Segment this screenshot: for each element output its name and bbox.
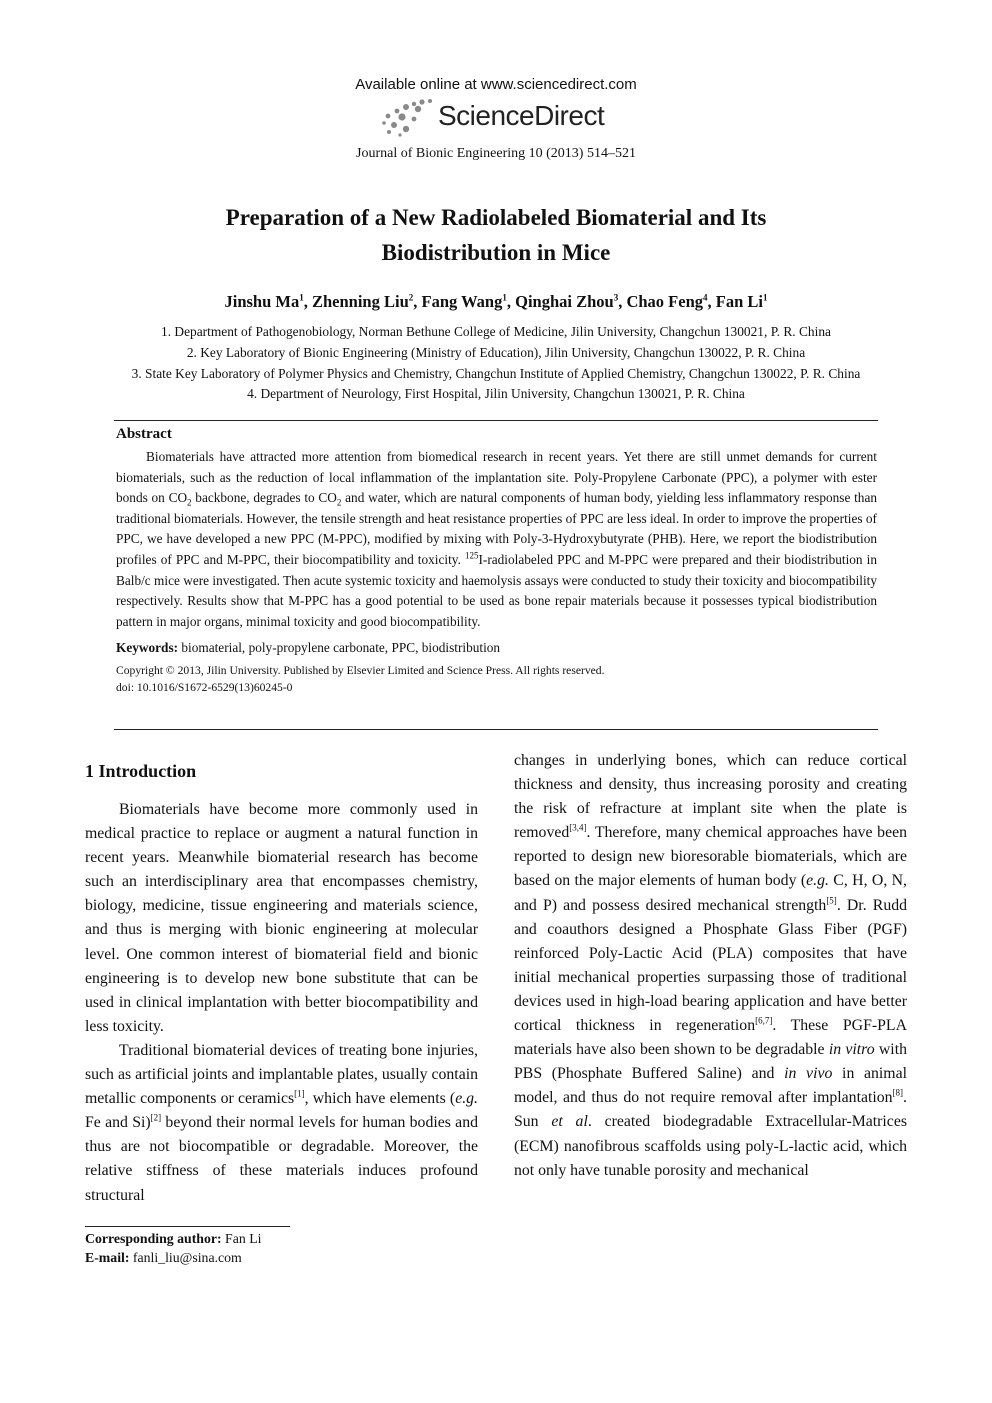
journal-reference: Journal of Bionic Engineering 10 (2013) 514–521 <box>356 146 636 161</box>
author-affiliation-mark: 2 <box>408 292 414 303</box>
author-name: Qinghai Zhou <box>515 292 614 311</box>
right-column-text <box>514 749 907 1183</box>
affiliation-item: 4. Department of Neurology, First Hospital, Jilin University, Changchun 130021, P. R. China <box>247 386 745 402</box>
corresponding-author-label: Corresponding author: <box>85 1231 222 1246</box>
available-online-text: Available online at www.sciencedirect.com <box>355 76 637 93</box>
affiliation-item: 2. Key Laboratory of Bionic Engineering (Ministry of Education), Jilin University, Changchun 130022, P. R. China <box>186 344 806 360</box>
author-affiliation-mark: 4 <box>703 292 708 303</box>
title-line-1: Preparation of a New Radiolabeled Biomaterial and Its <box>225 205 767 230</box>
doi-text: doi: 10.1016/S1672-6529(13)60245-0 <box>116 681 293 695</box>
abstract-top-rule <box>114 420 878 421</box>
author-name: Fang Wang <box>421 292 503 311</box>
author-list: Jinshu Ma$^1$, Zhenning Liu$^2$, Fang Wang$^1$, Qinghai Zhou$^3$, Chao Feng$^4$, Fan Li$^1$ <box>224 292 768 311</box>
paper-title <box>0 200 992 270</box>
sciencedirect-logo <box>378 98 638 140</box>
sciencedirect-wordmark: ScienceDirect <box>438 100 605 131</box>
author-affiliation-mark: 1 <box>502 292 507 303</box>
author-name: Fan Li <box>715 292 763 311</box>
keywords-label: Keywords: <box>116 640 179 656</box>
sciencedirect-dots-icon <box>378 98 434 138</box>
section-heading-introduction: 1 Introduction <box>85 761 197 781</box>
intro-paragraph-2: Traditional biomaterial devices of treating bone injuries, such as artificial joints and implantable plates, usually contain metallic components or ceramics[1], which have elements (e.g. Fe and Si)[2] beyond their normal levels for human bodies and thus are not biocompatible or degradable. Moreover, the relative stiffness of these materials induces profound structural <box>85 1041 478 1204</box>
affiliation-item: 3. State Key Laboratory of Polymer Physics and Chemistry, Changchun Institute of Applied Chemistry, Changchun 130022, P. R. China <box>131 365 861 381</box>
keywords-text: biomaterial, poly-propylene carbonate, PPC, biodistribution <box>178 640 501 656</box>
affiliation-list <box>0 322 992 405</box>
intro-paragraph-1: Biomaterials have become more commonly used in medical practice to replace or augment a natural function in recent years. Meanwhile biomaterial research has become such an interdisciplinary area that encompasses chemistry, biology, medicine, tissue engineering and materials science, and thus is merging with bionic engineering at molecular level. One common interest of biomaterial field and bionic engineering is to develop new bone substitute that can be used in clinical implantation with better biocompatibility and less toxicity. <box>85 801 478 1035</box>
copyright-block <box>116 662 877 696</box>
footnote-rule <box>85 1226 290 1227</box>
corresponding-author-footnote <box>85 1229 261 1267</box>
abstract-text: Biomaterials have attracted more attention from biomedical research in recent years. Yet there are still unmet demands for current biomaterials, such as the reduction of local inflammation of the implantation site. Poly-Propylene Carbonate (PPC), a polymer with ester bonds on $CO_2$ backbone, degrades to $CO_2$ and water, which are natural components of human body, yielding less inflammatory response than traditional biomaterials. However, the tensile strength and heat resistance properties of PPC are less ideal. In order to improve the properties of PPC, we have developed a new PPC (M-PPC), modified by mixing with Poly-3-Hydroxybutyrate (PHB). Here, we report the biodistribution profiles of PPC and M-PPC, their biocompatibility and toxicity. $^{125}$I-radiolabeled PPC and M-PPC were prepared and their biodistribution in Balb/c mice were investigated. Then acute systemic toxicity and haemolysis assays were conducted to study their toxicity and biocompatibility respectively. Results show that M-PPC has a good potential to be used as bone repair materials because it possesses typical biodistribution pattern in major organs, minimal toxicity and good biocompatibility. <box>116 449 877 629</box>
keywords <box>116 640 877 656</box>
corresponding-author-name: Fan Li <box>221 1231 262 1246</box>
email-address: fanli_liu@sina.com <box>129 1250 242 1265</box>
abstract-bottom-rule <box>114 729 878 730</box>
left-column-text <box>85 798 478 1208</box>
author-affiliation-mark: 1 <box>762 292 768 303</box>
abstract-heading: Abstract <box>116 426 172 442</box>
affiliation-item: 1. Department of Pathogenobiology, Norman Bethune College of Medicine, Jilin University, Changchun 130021, P. R. China <box>161 324 831 339</box>
author-affiliation-mark: 1 <box>299 292 304 303</box>
author-affiliation-mark: 3 <box>613 292 619 303</box>
author-name: Jinshu Ma <box>224 292 300 311</box>
author-name: Chao Feng <box>626 292 703 311</box>
copyright-text: Copyright © 2013, Jilin University. Published by Elsevier Limited and Science Press. All rights reserved. <box>116 664 605 678</box>
abstract-section <box>116 426 877 696</box>
title-line-2: Biodistribution in Mice <box>381 240 611 265</box>
author-name: Zhenning Liu <box>311 292 409 311</box>
intro-paragraph-2-continued: changes in underlying bones, which can reduce cortical thickness and density, thus increasing porosity and creating the risk of refracture at implant site when the plate is removed[3,4]. Therefore, many chemical approaches have been reported to design new bioresorable biomaterials, which are based on the major elements of human body (e.g. C, H, O, N, and P) and possess desired mechanical strength[5]. Dr. Rudd and coauthors designed a Phosphate Glass Fiber (PGF) reinforced Poly-Lactic Acid (PLA) composites that have initial mechanical properties surpassing those of traditional devices used in high-load bearing application and have better cortical thickness in regeneration[6,7]. These PGF-PLA materials have also been shown to be degradable in vitro with PBS (Phosphate Buffered Saline) and in vivo in animal model, and thus do not require removal after implantation[8]. Sun et al. created biodegradable Extracellular-Matrices (ECM) nanofibrous scaffolds using poly-L-lactic acid, which not only have tunable porosity and mechanical <box>514 752 908 1179</box>
email-label: E-mail: <box>85 1250 130 1265</box>
